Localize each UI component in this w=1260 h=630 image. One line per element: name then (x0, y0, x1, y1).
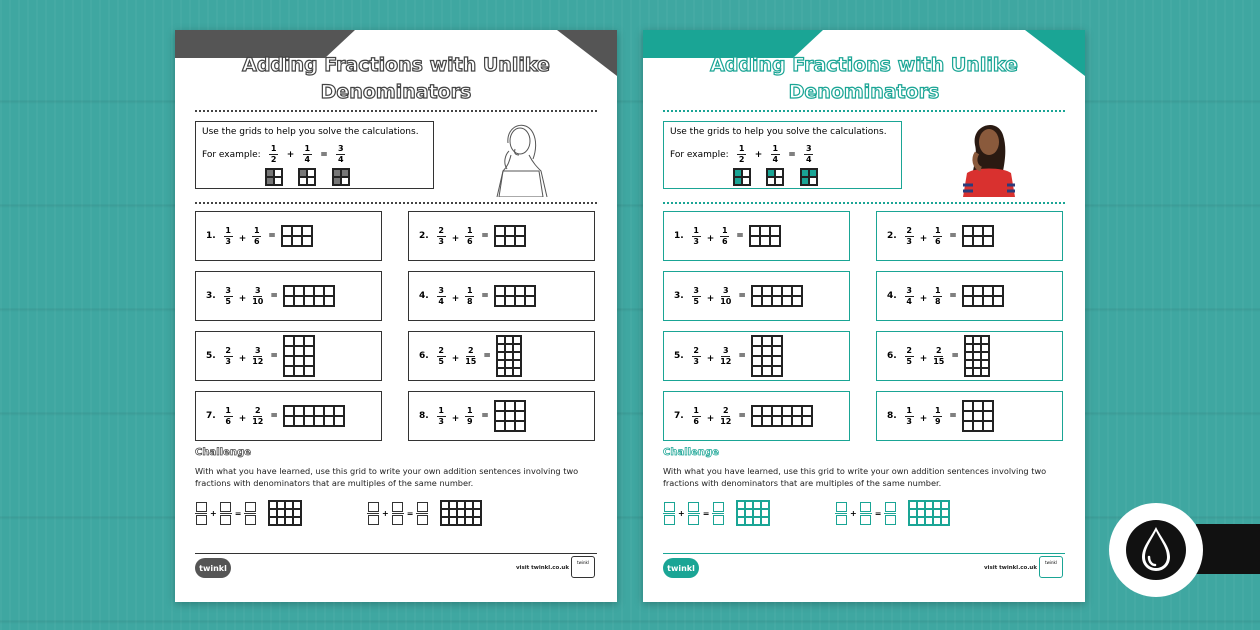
blank-fraction[interactable] (220, 502, 232, 525)
plus-sign: + (451, 294, 460, 304)
fraction-b: $\frac{1}{8}$ (934, 285, 941, 306)
example-fraction-b: $\frac{1}{4}$ (772, 144, 779, 164)
question-number: 5. (674, 351, 684, 361)
instruction-box (195, 121, 434, 189)
fraction-a: $\frac{1}{3}$ (438, 405, 444, 426)
blank-fraction[interactable] (244, 502, 256, 525)
question-2 (408, 211, 595, 261)
blank-fraction[interactable] (367, 502, 379, 525)
question-7 (663, 391, 850, 441)
ink-saver-badge (1109, 503, 1203, 597)
child-thinking-illustration (481, 115, 561, 197)
answer-grid[interactable] (751, 285, 803, 307)
fraction-a: $\frac{1}{3}$ (225, 225, 231, 246)
fraction-a: $\frac{1}{6}$ (225, 405, 231, 426)
question-5 (195, 331, 382, 381)
blank-fraction[interactable] (195, 502, 207, 525)
plus-sign: + (706, 414, 715, 424)
question-number: 4. (419, 291, 429, 301)
example-grid-b (766, 168, 784, 186)
question-number: 7. (206, 411, 216, 421)
plus-sign: + (706, 294, 715, 304)
example-fraction-a: $\frac{1}{2}$ (270, 144, 277, 164)
answer-grid[interactable] (496, 335, 522, 377)
divider-top (663, 110, 1065, 112)
fraction-b: $\frac{2}{12}$ (252, 405, 264, 426)
divider-middle (663, 202, 1065, 204)
instruction-box (663, 121, 902, 189)
answer-grid[interactable] (283, 405, 345, 427)
question-number: 4. (887, 291, 897, 301)
equals-sign: = (949, 411, 957, 421)
answer-grid[interactable] (962, 400, 994, 432)
answer-grid[interactable] (962, 225, 994, 247)
fraction-a: $\frac{3}{5}$ (693, 285, 699, 306)
example-row (202, 144, 427, 186)
fraction-a: $\frac{2}{3}$ (906, 225, 912, 246)
plus-sign: + (919, 354, 928, 364)
ink-saver-bar (1196, 524, 1260, 574)
blank-fraction[interactable] (712, 502, 724, 525)
question-number: 6. (419, 351, 429, 361)
footer-divider (663, 553, 1065, 554)
fraction-a: $\frac{2}{3}$ (225, 345, 231, 366)
equals-sign: = (270, 291, 278, 301)
equals-sign: = (481, 411, 489, 421)
equals-sign: = (406, 508, 414, 518)
worksheet-title (225, 52, 567, 106)
challenge-text: With what you have learned, use this grid to write your own addition sentences involving two fractions with denominators that are multiples of the same number. (663, 466, 1047, 488)
question-number: 1. (206, 231, 216, 241)
fraction-b: $\frac{1}{9}$ (466, 405, 473, 426)
plus-sign: + (238, 414, 247, 424)
answer-grid[interactable] (494, 225, 526, 247)
equals-sign: = (738, 291, 746, 301)
blank-fraction[interactable] (663, 502, 675, 525)
fraction-b: $\frac{1}{6}$ (934, 225, 941, 246)
fraction-b: $\frac{2}{12}$ (720, 405, 732, 426)
blank-fraction[interactable] (884, 502, 896, 525)
footer-divider (195, 553, 597, 554)
question-number: 2. (887, 231, 897, 241)
example-fraction-b: $\frac{1}{4}$ (304, 144, 311, 164)
plus-sign: + (706, 234, 715, 244)
fraction-a: $\frac{2}{5}$ (438, 345, 444, 366)
example-label: For example: (670, 150, 729, 160)
plus-sign: + (210, 508, 217, 518)
fraction-b: $\frac{3}{12}$ (720, 345, 732, 366)
quality-badge: twinkl (1039, 556, 1063, 578)
example-fraction-c: $\frac{3}{4}$ (806, 144, 812, 164)
equals-sign: = (320, 150, 328, 160)
example-grid-a (265, 168, 283, 186)
question-7 (195, 391, 382, 441)
question-number: 8. (887, 411, 897, 421)
question-6 (408, 331, 595, 381)
plus-sign: + (286, 150, 295, 160)
plus-sign: + (238, 234, 247, 244)
question-number: 8. (419, 411, 429, 421)
fraction-a: $\frac{2}{3}$ (438, 225, 444, 246)
challenge-sentence-1 (663, 500, 770, 526)
blank-fraction[interactable] (688, 502, 700, 525)
fraction-b: $\frac{1}{8}$ (466, 285, 473, 306)
equals-sign: = (268, 231, 276, 241)
fraction-b: $\frac{3}{10}$ (720, 285, 732, 306)
instruction-text: Use the grids to help you solve the calculations. (202, 127, 419, 137)
plus-sign: + (754, 150, 763, 160)
example-grid-a (733, 168, 751, 186)
challenge-text: With what you have learned, use this grid to write your own addition sentences involving two fractions with denominators that are multiples of the same number. (195, 466, 579, 488)
question-8 (876, 391, 1063, 441)
question-8 (408, 391, 595, 441)
plus-sign: + (678, 508, 685, 518)
worksheet-colour (643, 30, 1085, 602)
fraction-b: $\frac{3}{10}$ (252, 285, 264, 306)
example-grid-c (332, 168, 350, 186)
question-number: 1. (674, 231, 684, 241)
title-line-1: Adding Fractions with Unlike (710, 54, 1018, 76)
question-number: 3. (674, 291, 684, 301)
example-fraction-c: $\frac{3}{4}$ (338, 144, 344, 164)
blank-fraction[interactable] (860, 502, 872, 525)
equals-sign: = (483, 351, 491, 361)
answer-grid[interactable] (494, 400, 526, 432)
blank-fraction[interactable] (416, 502, 428, 525)
question-3 (663, 271, 850, 321)
equals-sign: = (874, 508, 882, 518)
plus-sign: + (451, 354, 460, 364)
fraction-b: $\frac{2}{15}$ (465, 345, 477, 366)
question-1 (195, 211, 382, 261)
plus-sign: + (919, 414, 928, 424)
question-6 (876, 331, 1063, 381)
plus-sign: + (238, 354, 247, 364)
instruction-text: Use the grids to help you solve the calculations. (670, 127, 887, 137)
plus-sign: + (238, 294, 247, 304)
fraction-a: $\frac{3}{4}$ (906, 285, 912, 306)
plus-sign: + (382, 508, 389, 518)
plus-sign: + (919, 294, 928, 304)
question-3 (195, 271, 382, 321)
answer-grid[interactable] (751, 405, 813, 427)
equals-sign: = (234, 508, 242, 518)
question-4 (408, 271, 595, 321)
challenge-title: Challenge (663, 447, 719, 458)
footer-url: visit twinkl.co.uk (983, 565, 1037, 571)
answer-grid[interactable] (283, 335, 315, 377)
plus-sign: + (451, 234, 460, 244)
challenge-grid[interactable] (440, 500, 482, 526)
challenge-grid[interactable] (736, 500, 770, 526)
fraction-a: $\frac{1}{3}$ (906, 405, 912, 426)
worksheet-title (693, 52, 1035, 106)
blank-fraction[interactable] (835, 502, 847, 525)
equals-sign: = (949, 231, 957, 241)
divider-top (195, 110, 597, 112)
equals-sign: = (949, 291, 957, 301)
fraction-a: $\frac{1}{3}$ (693, 225, 699, 246)
question-2 (876, 211, 1063, 261)
fraction-b: $\frac{1}{6}$ (466, 225, 473, 246)
question-number: 6. (887, 351, 897, 361)
question-number: 2. (419, 231, 429, 241)
plus-sign: + (451, 414, 460, 424)
challenge-title: Challenge (195, 447, 251, 458)
twinkl-logo: twinkl (195, 558, 231, 578)
ink-drop-icon (1126, 517, 1186, 583)
example-fraction-a: $\frac{1}{2}$ (738, 144, 745, 164)
equals-sign: = (951, 351, 959, 361)
child-thinking-illustration (949, 115, 1029, 197)
title-line-1: Adding Fractions with Unlike (242, 54, 550, 76)
example-grid-b (298, 168, 316, 186)
question-4 (876, 271, 1063, 321)
fraction-b: $\frac{1}{6}$ (721, 225, 728, 246)
answer-grid[interactable] (283, 285, 335, 307)
divider-middle (195, 202, 597, 204)
blank-fraction[interactable] (392, 502, 404, 525)
fraction-b: $\frac{3}{12}$ (252, 345, 264, 366)
equals-sign: = (270, 411, 278, 421)
plus-sign: + (919, 234, 928, 244)
equals-sign: = (736, 231, 744, 241)
fraction-a: $\frac{3}{5}$ (225, 285, 231, 306)
equals-sign: = (702, 508, 710, 518)
challenge-grid[interactable] (908, 500, 950, 526)
example-grid-c (800, 168, 818, 186)
plus-sign: + (706, 354, 715, 364)
challenge-sentence-2 (835, 500, 950, 526)
question-number: 5. (206, 351, 216, 361)
fraction-a: $\frac{3}{4}$ (438, 285, 444, 306)
question-number: 7. (674, 411, 684, 421)
plus-sign: + (850, 508, 857, 518)
footer-url: visit twinkl.co.uk (515, 565, 569, 571)
quality-badge: twinkl (571, 556, 595, 578)
challenge-grid[interactable] (268, 500, 302, 526)
equals-sign: = (738, 351, 746, 361)
question-1 (663, 211, 850, 261)
equals-sign: = (481, 231, 489, 241)
fraction-a: $\frac{1}{6}$ (693, 405, 699, 426)
answer-grid[interactable] (964, 335, 990, 377)
fraction-a: $\frac{2}{5}$ (906, 345, 912, 366)
twinkl-logo: twinkl (663, 558, 699, 578)
worksheet-greyscale (175, 30, 617, 602)
answer-grid[interactable] (494, 285, 536, 307)
title-line-2: Denominators (320, 81, 472, 103)
equals-sign: = (481, 291, 489, 301)
fraction-a: $\frac{2}{3}$ (693, 345, 699, 366)
challenge-sentence-2 (367, 500, 482, 526)
fraction-b: $\frac{1}{9}$ (934, 405, 941, 426)
challenge-sentence-1 (195, 500, 302, 526)
equals-sign: = (270, 351, 278, 361)
title-line-2: Denominators (788, 81, 940, 103)
fraction-b: $\frac{2}{15}$ (933, 345, 945, 366)
question-5 (663, 331, 850, 381)
answer-grid[interactable] (281, 225, 313, 247)
example-label: For example: (202, 150, 261, 160)
example-row (670, 144, 895, 186)
equals-sign: = (738, 411, 746, 421)
fraction-b: $\frac{1}{6}$ (253, 225, 260, 246)
question-number: 3. (206, 291, 216, 301)
equals-sign: = (788, 150, 796, 160)
answer-grid[interactable] (751, 335, 783, 377)
answer-grid[interactable] (962, 285, 1004, 307)
answer-grid[interactable] (749, 225, 781, 247)
